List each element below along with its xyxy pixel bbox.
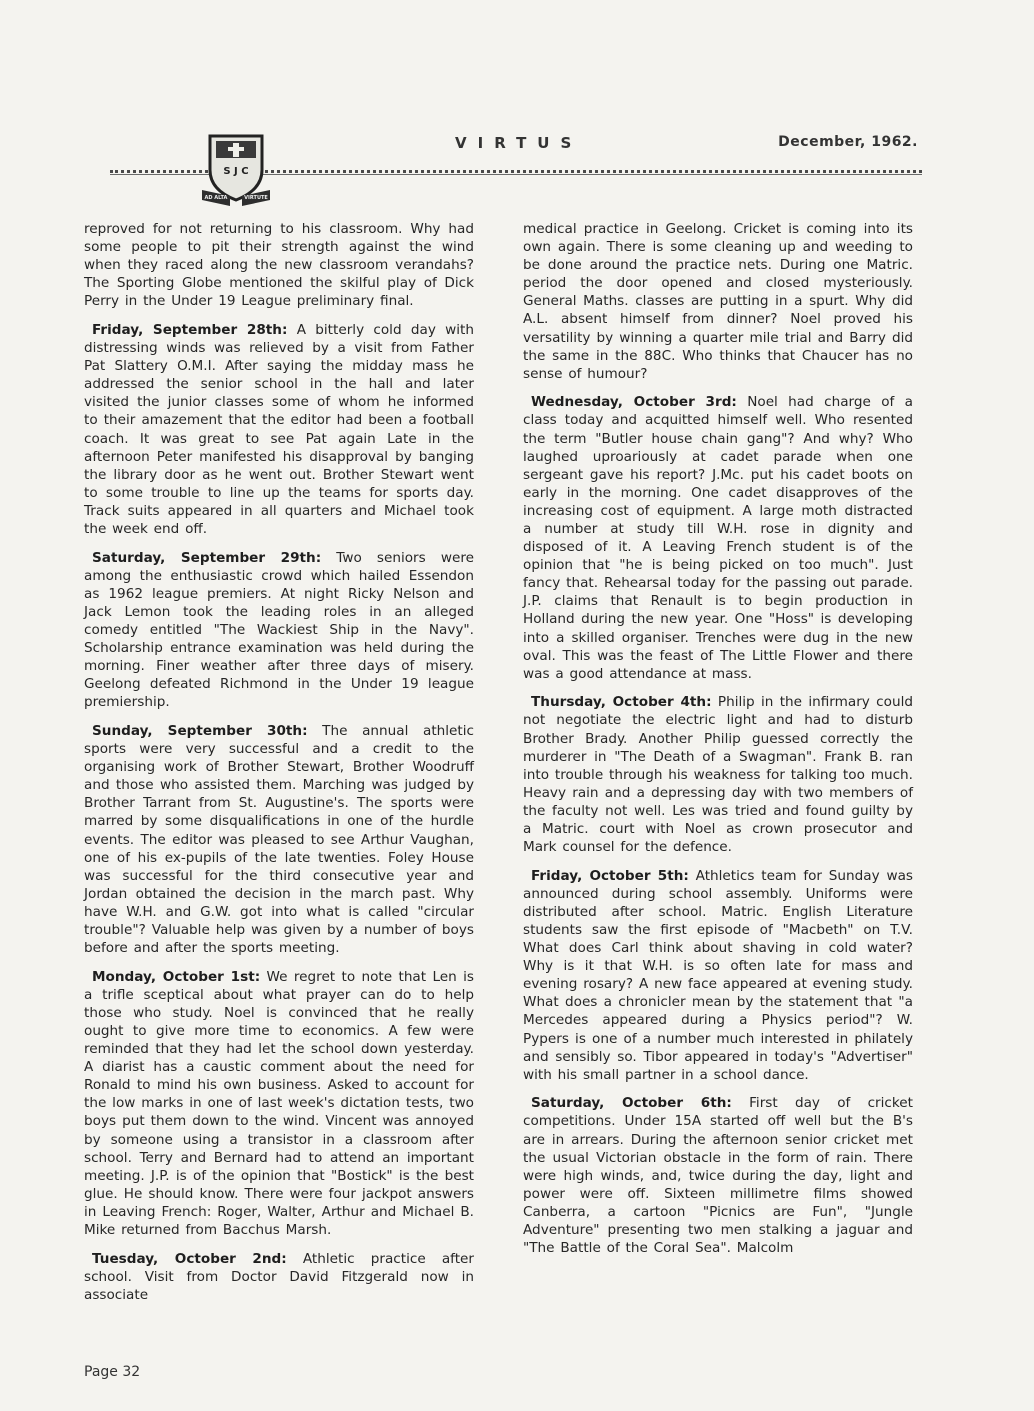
entry-text: medical practice in Geelong. Cricket is coming into its own again. There is some cleaning up and weeding to be done around the practice nets. During one Matric. period the door opened and closed mysteriously. General Maths. classes are putting in a spurt. Why did A.L. absent himself from dinner? Noel proved his versatility by winning a quarter mile trial and Barry did the same in the 88C. Who thinks that Chaucer has no sense of humour? bbox=[523, 221, 913, 382]
school-crest-icon bbox=[200, 130, 272, 208]
magazine-title: VIRTUS bbox=[455, 134, 583, 152]
right-column bbox=[523, 220, 913, 1268]
entry-day: Thursday, October 4th: bbox=[531, 694, 712, 711]
entry-text: We regret to note that Len is a trifle sceptical about what prayer can do to help those who study. Noel is convinced that he really ought to give more time to economics. A few were reminded that they had let the school down yesterday. A diarist has a caustic comment about the need for Ronald to mind his own business. Asked to account for the low marks in one of last week's dictation tests, two boys put them down to the wind. Vincent was annoyed by someone using a transistor in a classroom after school. Terry and Bernard had to attend an important meeting. J.P. is of the opinion that "Bostick" is the best glue. He should know. There were four jackpot answers in Leaving French: Roger, Walter, Arthur and Michael B. Mike returned from Bacchus Marsh. bbox=[84, 968, 474, 1238]
entry-text: Athletics team for Sunday was announced during school assembly. Uniforms were distributed after school. Matric. English Literature students saw the first episode of "Macbeth" on T.V. What does Carl think about shaving in cold water? Why is it that W.H. is so often late for mass and evening rosary? A new face appeared at evening study. What does a chronicler mean by the statement that "a Mercedes appeared during a Physics period"? W. Pypers is one of a number much interested in philately and sensibly so. Tibor appeared in today's "Advertiser" with his small partner in a school dance. bbox=[523, 867, 913, 1083]
diary-entry bbox=[523, 867, 913, 1084]
page-header bbox=[0, 120, 1034, 210]
diary-entry bbox=[84, 1250, 474, 1304]
entry-day: Saturday, October 6th: bbox=[531, 1095, 732, 1112]
entry-day: Monday, October 1st: bbox=[92, 968, 261, 985]
diary-entry bbox=[523, 220, 913, 383]
entry-text: Philip in the infirmary could not negotiate the electric light and had to disturb Brother Brady. Another Philip guessed correctly the murderer in "The Death of a Swagman". Frank B. ran into trouble through his weakness for talking too much. Heavy rain and a depressing day with two members of the faculty not well. Les was tried and found guilty by a Matric. court with Noel as crown prosecutor and Mark counsel for the defence. bbox=[523, 694, 913, 856]
diary-entry bbox=[84, 549, 474, 712]
crest-motto-right: VIRTUTE bbox=[244, 195, 268, 201]
page-number: Page 32 bbox=[84, 1364, 141, 1380]
entry-text: A bitterly cold day with distressing winds was relieved by a visit from Father Pat Slattery O.M.I. After saying the midday mass he addressed the senior school in the hall and later visited the junior classes some of whom he informed to their amazement that the editor had been a football coach. It was great to see Pat again Late in the afternoon Peter manifested his disapproval by banging the library door as he went out. Brother Stewart went to some trouble to line up the teams for sports day. Track suits appeared in all quarters and Michael took the week end off. bbox=[84, 321, 474, 537]
diary-entry bbox=[84, 220, 474, 310]
diary-entry bbox=[84, 722, 474, 957]
crest-initials: S J C bbox=[223, 166, 249, 177]
entry-text: Two seniors were among the enthusiastic crowd which hailed Essendon as 1962 league premiers. At night Ricky Nelson and Jack Lemon took the leading roles in an alleged comedy entitled "The Wackiest Ship in the Navy". Scholarship entrance examination was held during the morning. Finer weather after three days of misery. Geelong defeated Richmond in the Under 19 league premiership. bbox=[84, 549, 474, 711]
diary-entry bbox=[523, 1094, 913, 1257]
entry-day: Sunday, September 30th: bbox=[92, 722, 308, 739]
diary-entry bbox=[523, 393, 913, 683]
entry-text: Athletic practice after school. Visit from Doctor David Fitzgerald now in associate bbox=[84, 1250, 474, 1303]
left-column bbox=[84, 220, 474, 1314]
crest-motto-left: AD ALTA bbox=[204, 195, 228, 201]
diary-entry bbox=[84, 321, 474, 538]
entry-text: Noel had charge of a class today and acquitted himself well. Who resented the term "Butler house chain gang"? And why? Who laughed uproariously at cadet parade when one sergeant gave his report? J.Mc. put his cadet boots on early in the morning. One cadet disapproves of the increasing cost of equipment. A large moth distracted a number at study till W.H. rose in dignity and disposed of it. A Leaving French student is of the opinion that "he is being picked on too much". Just fancy that. Rehearsal today for the passing out parade. J.P. claims that Renault is to begin production in Holland during the new year. One "Hoss" is developing into a skilled organiser. Trenches were dug in the new oval. This was the feast of The Little Flower and there was a good attendance at mass. bbox=[523, 394, 913, 682]
diary-entry bbox=[84, 968, 474, 1239]
entry-day: Wednesday, October 3rd: bbox=[531, 394, 737, 411]
entry-text: First day of cricket competitions. Under 15A started off well but the B's are in arrears. During the afternoon senior cricket met the usual Victorian obstacle in the form of rain. There were high winds, and, twice during the day, light and power were off. Sixteen millimetre films showed Canberra, a cartoon "Picnics are Fun", "Jungle Adventure" presenting two men stalking a jaguar and "The Battle of the Coral Sea". Malcolm bbox=[523, 1095, 913, 1257]
entry-day: Friday, October 5th: bbox=[531, 867, 689, 884]
entry-day: Tuesday, October 2nd: bbox=[92, 1250, 287, 1267]
entry-day: Saturday, September 29th: bbox=[92, 549, 322, 566]
issue-date: December, 1962. bbox=[778, 134, 918, 150]
diary-entry bbox=[523, 693, 913, 856]
entry-day: Friday, September 28th: bbox=[92, 321, 288, 338]
entry-text: The annual athletic sports were very successful and a credit to the organising work of Brother Stewart, Brother Woodruff and those who assisted them. Marching was judged by Brother Tarrant from St. Augustine's. The sports were marred by some disqualifications in one of the hurdle events. The editor was pleased to see Arthur Vaughan, one of his ex-pupils of the late twenties. Foley House was successful for the third consecutive year and Jordan obtained the decision in the march past. Why have W.H. and G.W. got into what is called "circular trouble"? Valuable help was given by a number of boys before and after the sports meeting. bbox=[84, 722, 474, 957]
entry-text: reproved for not returning to his classroom. Why had some people to pit their strength against the wind when they raced along the new classroom verandahs? The Sporting Globe mentioned the skilful play of Dick Perry in the Under 19 League preliminary final. bbox=[84, 221, 474, 310]
